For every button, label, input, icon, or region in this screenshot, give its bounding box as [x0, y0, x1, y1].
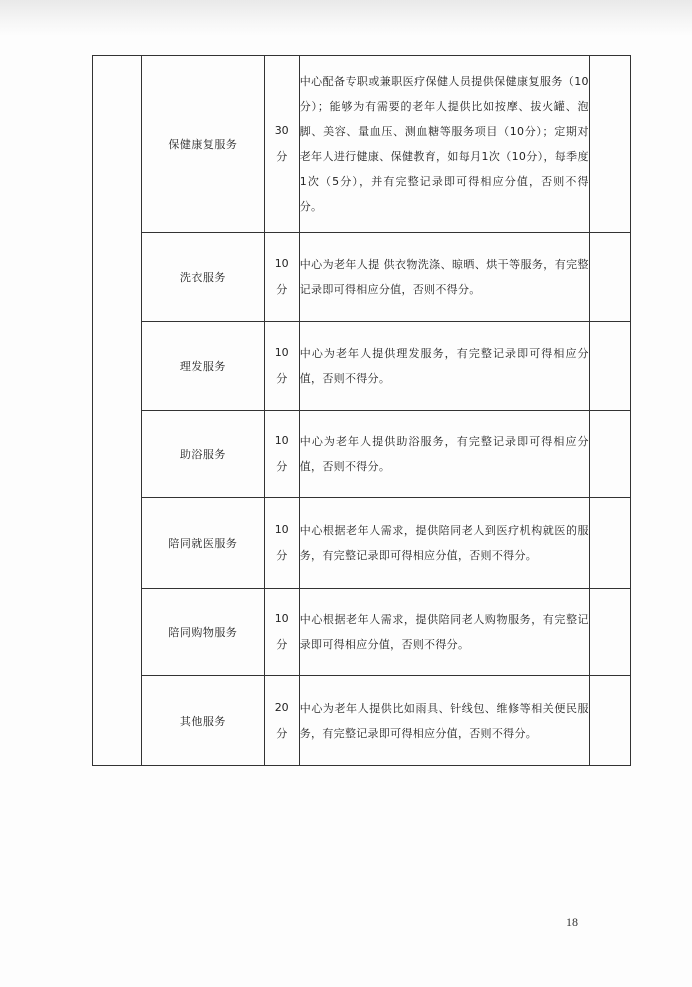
- score-value: 30: [274, 124, 289, 137]
- score-value: 10: [274, 434, 289, 447]
- item-cell: 洗衣服务: [142, 233, 264, 322]
- remark-cell: [589, 411, 630, 498]
- score-unit: 分: [276, 372, 288, 385]
- page-number: 18: [566, 915, 578, 929]
- table-row: [93, 676, 631, 766]
- remark-cell: [589, 589, 630, 676]
- criteria-cell: 中心根据老年人需求，提供陪同老人到医疗机构就医的服务，有完整记录即可得相应分值，否则不得分。: [299, 498, 589, 589]
- criteria-cell: 中心配备专职或兼职医疗保健人员提供保健康复服务（10分）；能够为有需要的老年人提供比如按摩、拔火罐、泡脚、美容、量血压、测血糖等服务项目（10分）；定期对老年人进行健康、保健教育，如每月1次（10分），每季度1次（5分），并有完整记录即可得相应分值，否则不得分。: [299, 56, 589, 233]
- criteria-cell: 中心为老年人提供理发服务，有完整记录即可得相应分值，否则不得分。: [299, 322, 589, 411]
- score-cell: [264, 589, 299, 676]
- remark-cell: [589, 56, 630, 233]
- score-value: 20: [274, 700, 289, 714]
- criteria-cell: 中心为老年人提供比如雨具、针线包、维修等相关便民服务，有完整记录即可得相应分值，否则不得分。: [299, 676, 589, 766]
- criteria-cell: 中心为老年人提供助浴服务，有完整记录即可得相应分值，否则不得分。: [299, 411, 589, 498]
- remark-cell: [589, 498, 630, 589]
- category-cell: [93, 56, 142, 766]
- score-unit: 分: [276, 638, 288, 651]
- remark-cell: [589, 676, 630, 766]
- score-cell: [264, 56, 299, 233]
- table-row: [93, 233, 631, 322]
- remark-cell: [589, 322, 630, 411]
- table-row: [93, 589, 631, 676]
- table-row: [93, 322, 631, 411]
- score-cell: [264, 411, 299, 498]
- score-unit: 分: [276, 150, 288, 163]
- score-cell: [264, 322, 299, 411]
- scan-top-shadow: [0, 0, 692, 36]
- remark-cell: [589, 233, 630, 322]
- criteria-cell: 中心为老年人提 供衣物洗涤、晾晒、烘干等服务，有完整记录即可得相应分值，否则不得分。: [299, 233, 589, 322]
- score-cell: [264, 233, 299, 322]
- score-value: 10: [274, 346, 289, 359]
- score-value: 10: [274, 612, 289, 625]
- score-unit: 分: [276, 726, 288, 740]
- score-cell: [264, 676, 299, 766]
- item-cell: 理发服务: [142, 322, 264, 411]
- score-unit: 分: [276, 549, 288, 562]
- item-cell: 其他服务: [142, 676, 264, 766]
- criteria-cell: 中心根据老年人需求，提供陪同老人购物服务，有完整记录即可得相应分值，否则不得分。: [299, 589, 589, 676]
- item-cell: 陪同就医服务: [142, 498, 264, 589]
- score-unit: 分: [276, 460, 288, 473]
- score-value: 10: [274, 257, 289, 270]
- table-row: [93, 411, 631, 498]
- score-unit: 分: [276, 283, 288, 296]
- table-row: [93, 498, 631, 589]
- table-row: [93, 56, 631, 233]
- item-cell: 保健康复服务: [142, 56, 264, 233]
- service-score-table: [92, 55, 631, 766]
- item-cell: 陪同购物服务: [142, 589, 264, 676]
- item-cell: 助浴服务: [142, 411, 264, 498]
- score-cell: [264, 498, 299, 589]
- score-value: 10: [274, 523, 289, 536]
